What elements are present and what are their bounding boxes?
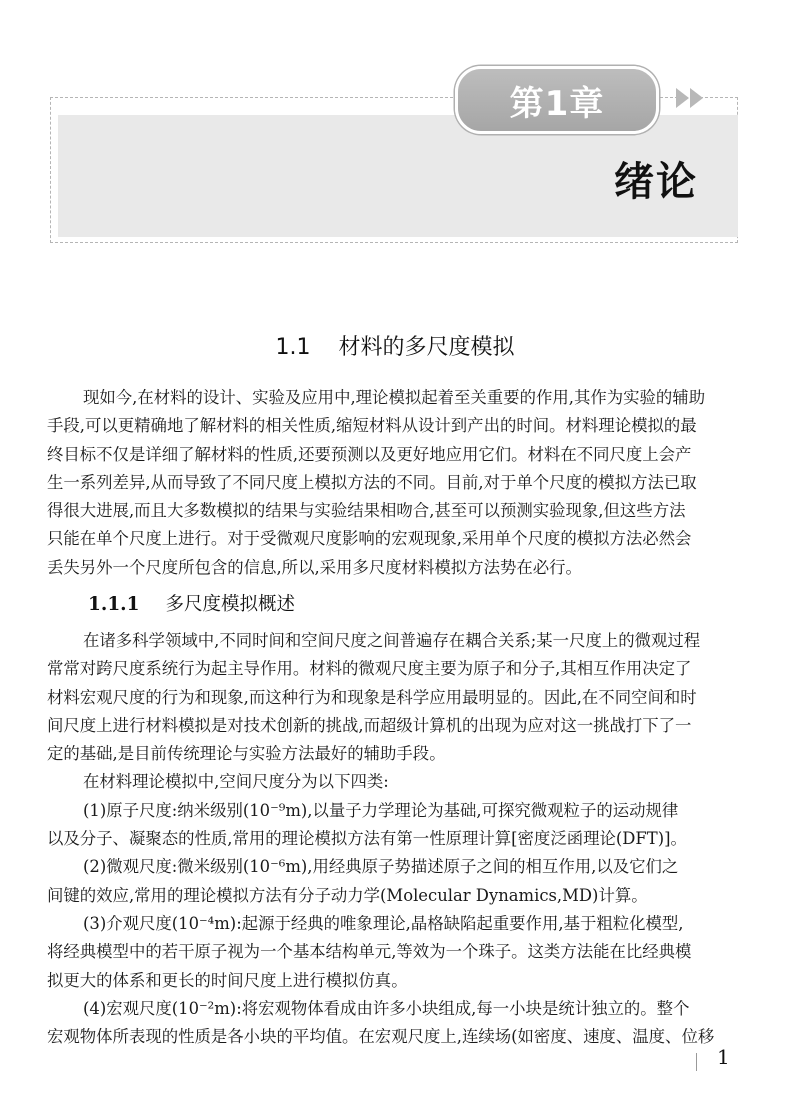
page-number: 1 [717, 1045, 730, 1069]
overview-paragraph [47, 627, 745, 1051]
text-line: 宏观物体所表现的性质是各小块的平均值。在宏观尺度上,连续场(如密度、速度、温度、位移 [47, 1027, 715, 1047]
text-line: 手段,可以更精确地了解材料的相关性质,缩短材料从设计到产出的时间。材料理论模拟的最 [47, 416, 697, 436]
section-title: 材料的多尺度模拟 [338, 335, 515, 360]
text-line: (1)原子尺度:纳米级别(10⁻⁹m),以量子力学理论为基础,可探究微观粒子的运动规律 [83, 800, 679, 820]
section-number: 1.1 [275, 335, 311, 360]
text-line: 现如今,在材料的设计、实验及应用中,理论模拟起着至关重要的作用,其作为实验的辅助 [83, 388, 706, 407]
chapter-title: 绪论 [614, 159, 698, 205]
folio-divider [696, 1053, 697, 1071]
text-line: 丢失另外一个尺度所包含的信息,所以,采用多尺度材料模拟方法势在必行。 [47, 557, 582, 577]
text-line: 间键的效应,常用的理论模拟方法有分子动力学(Molecular Dynamics,MD)计算。 [47, 885, 648, 905]
text-line: 终目标不仅是详细了解材料的性质,还要预测以及更好地应用它们。材料在不同尺度上会产 [47, 444, 692, 464]
text-line: (3)介观尺度(10⁻⁴m):起源于经典的唯象理论,晶格缺陷起重要作用,基于粗粒化模型, [83, 913, 684, 933]
section-heading [0, 330, 790, 361]
subsection-title: 多尺度模拟概述 [165, 594, 296, 615]
text-line: 在材料理论模拟中,空间尺度分为以下四类: [83, 772, 389, 792]
subsection-number: 1.1.1 [88, 594, 140, 615]
text-line: 在诸多科学领域中,不同时间和空间尺度之间普遍存在耦合关系;某一尺度上的微观过程 [83, 631, 701, 650]
chapter-label: 第1章 [455, 66, 659, 134]
text-line: 只能在单个尺度上进行。对于受微观尺度影响的宏观现象,采用单个尺度的模拟方法必然会 [47, 529, 692, 549]
chevron-right-icon [676, 88, 689, 108]
text-line: 生一系列差异,从而导致了不同尺度上模拟方法的不同。目前,对于单个尺度的模拟方法已取 [47, 472, 697, 492]
text-line: (2)微观尺度:微米级别(10⁻⁶m),用经典原子势描述原子之间的相互作用,以及它们之 [83, 857, 679, 877]
chevron-right-icon [690, 88, 703, 108]
text-line: 拟更大的体系和更长的时间尺度上进行模拟仿真。 [47, 970, 408, 990]
text-line: (4)宏观尺度(10⁻²m):将宏观物体看成由许多小块组成,每一小块是统计独立的。整个 [83, 998, 690, 1018]
text-line: 常常对跨尺度系统行为起主导作用。材料的微观尺度主要为原子和分子,其相互作用决定了 [47, 659, 692, 679]
text-line: 材料宏观尺度的行为和现象,而这种行为和现象是科学应用最明显的。因此,在不同空间和时 [47, 687, 697, 707]
text-line: 以及分子、凝聚态的性质,常用的理论模拟方法有第一性原理计算[密度泛函理论(DFT)]。 [47, 829, 687, 849]
text-line: 得很大进展,而且大多数模拟的结果与实验结果相吻合,甚至可以预测实验现象,但这些方法 [47, 501, 686, 521]
text-line: 将经典模型中的若干原子视为一个基本结构单元,等效为一个珠子。这类方法能在比经典模 [47, 942, 692, 962]
text-line: 间尺度上进行材料模拟是对技术创新的挑战,而超级计算机的出现为应对这一挑战打下了一 [47, 715, 692, 735]
text-line: 定的基础,是目前传统理论与实验方法最好的辅助手段。 [47, 744, 446, 764]
intro-paragraph [47, 384, 745, 582]
subsection-heading [88, 590, 295, 616]
